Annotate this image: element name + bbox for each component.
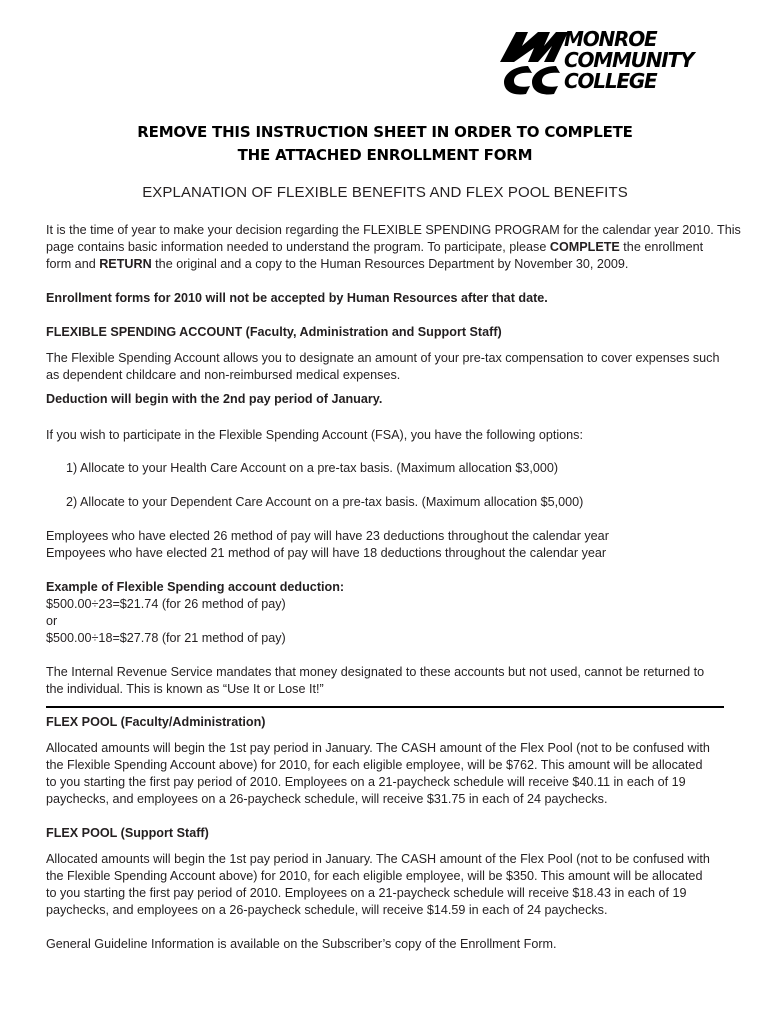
flex-pool-faculty-line-4: paychecks, and employees on a 26-paycheck schedule, will receive $31.75 in each of 24 paychecks. [46, 792, 608, 806]
intro-line-2 [46, 239, 736, 256]
fsa-example-or: or [46, 614, 58, 628]
fsa-option-dependent-care: 2) Allocate to your Dependent Care Account on a pre-tax basis. (Maximum allocation $5,000) [66, 495, 584, 509]
intro-text: form and [46, 257, 100, 271]
fsa-deduction-start: Deduction will begin with the 2nd pay period of January. [46, 392, 383, 406]
fsa-example-title: Example of Flexible Spending account deduction: [46, 580, 345, 594]
irs-notice-line-2: the individual. This is known as “Use It or Lose It!” [46, 682, 324, 696]
mcc-logo-icon [498, 28, 568, 98]
logo-line-2: COMMUNITY [564, 48, 694, 72]
flex-pool-faculty-line-1: Allocated amounts will begin the 1st pay period in January. The CASH amount of the Flex Pool (not to be confused with [46, 741, 710, 755]
flex-pool-support-line-4: paychecks, and employees on a 26-paycheck schedule, will receive $14.59 in each of 24 paychecks. [46, 903, 608, 917]
intro-emphasis: COMPLETE [549, 240, 620, 254]
fsa-options-intro: If you wish to participate in the Flexible Spending Account (FSA), you have the following options: [46, 428, 583, 442]
flex-pool-support-title: FLEX POOL (Support Staff) [46, 826, 209, 840]
fsa-section-title: FLEXIBLE SPENDING ACCOUNT (Faculty, Administration and Support Staff) [46, 325, 502, 339]
section-divider [46, 706, 724, 708]
intro-line-1: It is the time of year to make your decision regarding the FLEXIBLE SPENDING PROGRAM for the calendar year 2010. This [46, 223, 741, 237]
flex-pool-faculty-title: FLEX POOL (Faculty/Administration) [46, 715, 266, 729]
intro-text: page contains basic information needed to understand the program. To participate, please [46, 240, 550, 254]
logo-line-1: MONROE [564, 27, 657, 51]
fsa-description-line-2: as dependent childcare and non-reimbursed medical expenses. [46, 368, 401, 382]
intro-text: the enrollment [619, 240, 704, 254]
irs-notice-line-1: The Internal Revenue Service mandates that money designated to these accounts but not used, cannot be returned to [46, 665, 705, 679]
page-title-line-2: THE ATTACHED ENROLLMENT FORM [237, 146, 533, 164]
guideline-note: General Guideline Information is available on the Subscriber’s copy of the Enrollment Form. [46, 937, 557, 951]
fsa-example-line-2: $500.00÷18=$27.78 (for 21 method of pay) [46, 631, 286, 645]
intro-text: the original and a copy to the Human Resources Department by November 30, 2009. [151, 257, 629, 271]
flex-pool-support-line-3: to you starting the first pay period of 2010. Employees on a 21-paycheck schedule will receive $18.43 in each of 19 [46, 886, 687, 900]
deadline-notice: Enrollment forms for 2010 will not be accepted by Human Resources after that date. [46, 291, 548, 305]
fsa-option-health-care: 1) Allocate to your Health Care Account on a pre-tax basis. (Maximum allocation $3,000) [66, 461, 559, 475]
fsa-method-26: Employees who have elected 26 method of pay will have 23 deductions throughout the calendar year [46, 529, 609, 543]
fsa-example-line-1: $500.00÷23=$21.74 (for 26 method of pay) [46, 597, 286, 611]
page-title-line-1: REMOVE THIS INSTRUCTION SHEET IN ORDER TO COMPLETE [137, 123, 633, 141]
flex-pool-support-line-1: Allocated amounts will begin the 1st pay period in January. The CASH amount of the Flex Pool (not to be confused with [46, 852, 710, 866]
logo-line-3: COLLEGE [564, 69, 657, 93]
fsa-description-line-1: The Flexible Spending Account allows you to designate an amount of your pre-tax compensation to cover expenses such [46, 351, 720, 365]
intro-line-3 [46, 256, 736, 273]
logo-wordmark [564, 29, 693, 92]
college-logo [498, 28, 728, 98]
fsa-method-21: Empoyees who have elected 21 method of pay will have 18 deductions throughout the calendar year [46, 546, 607, 560]
flex-pool-faculty-line-2: the Flexible Spending Account above) for 2010, for each eligible employee, will be $762. This amount will be allocated [46, 758, 703, 772]
flex-pool-faculty-line-3: to you starting the first pay period of 2010. Employees on a 21-paycheck schedule will receive $40.11 in each of 19 [46, 775, 686, 789]
intro-emphasis: RETURN [99, 257, 152, 271]
page-subtitle: EXPLANATION OF FLEXIBLE BENEFITS AND FLEX POOL BENEFITS [142, 184, 628, 201]
flex-pool-support-line-2: the Flexible Spending Account above) for 2010, for each eligible employee, will be $350. This amount will be allocated [46, 869, 703, 883]
